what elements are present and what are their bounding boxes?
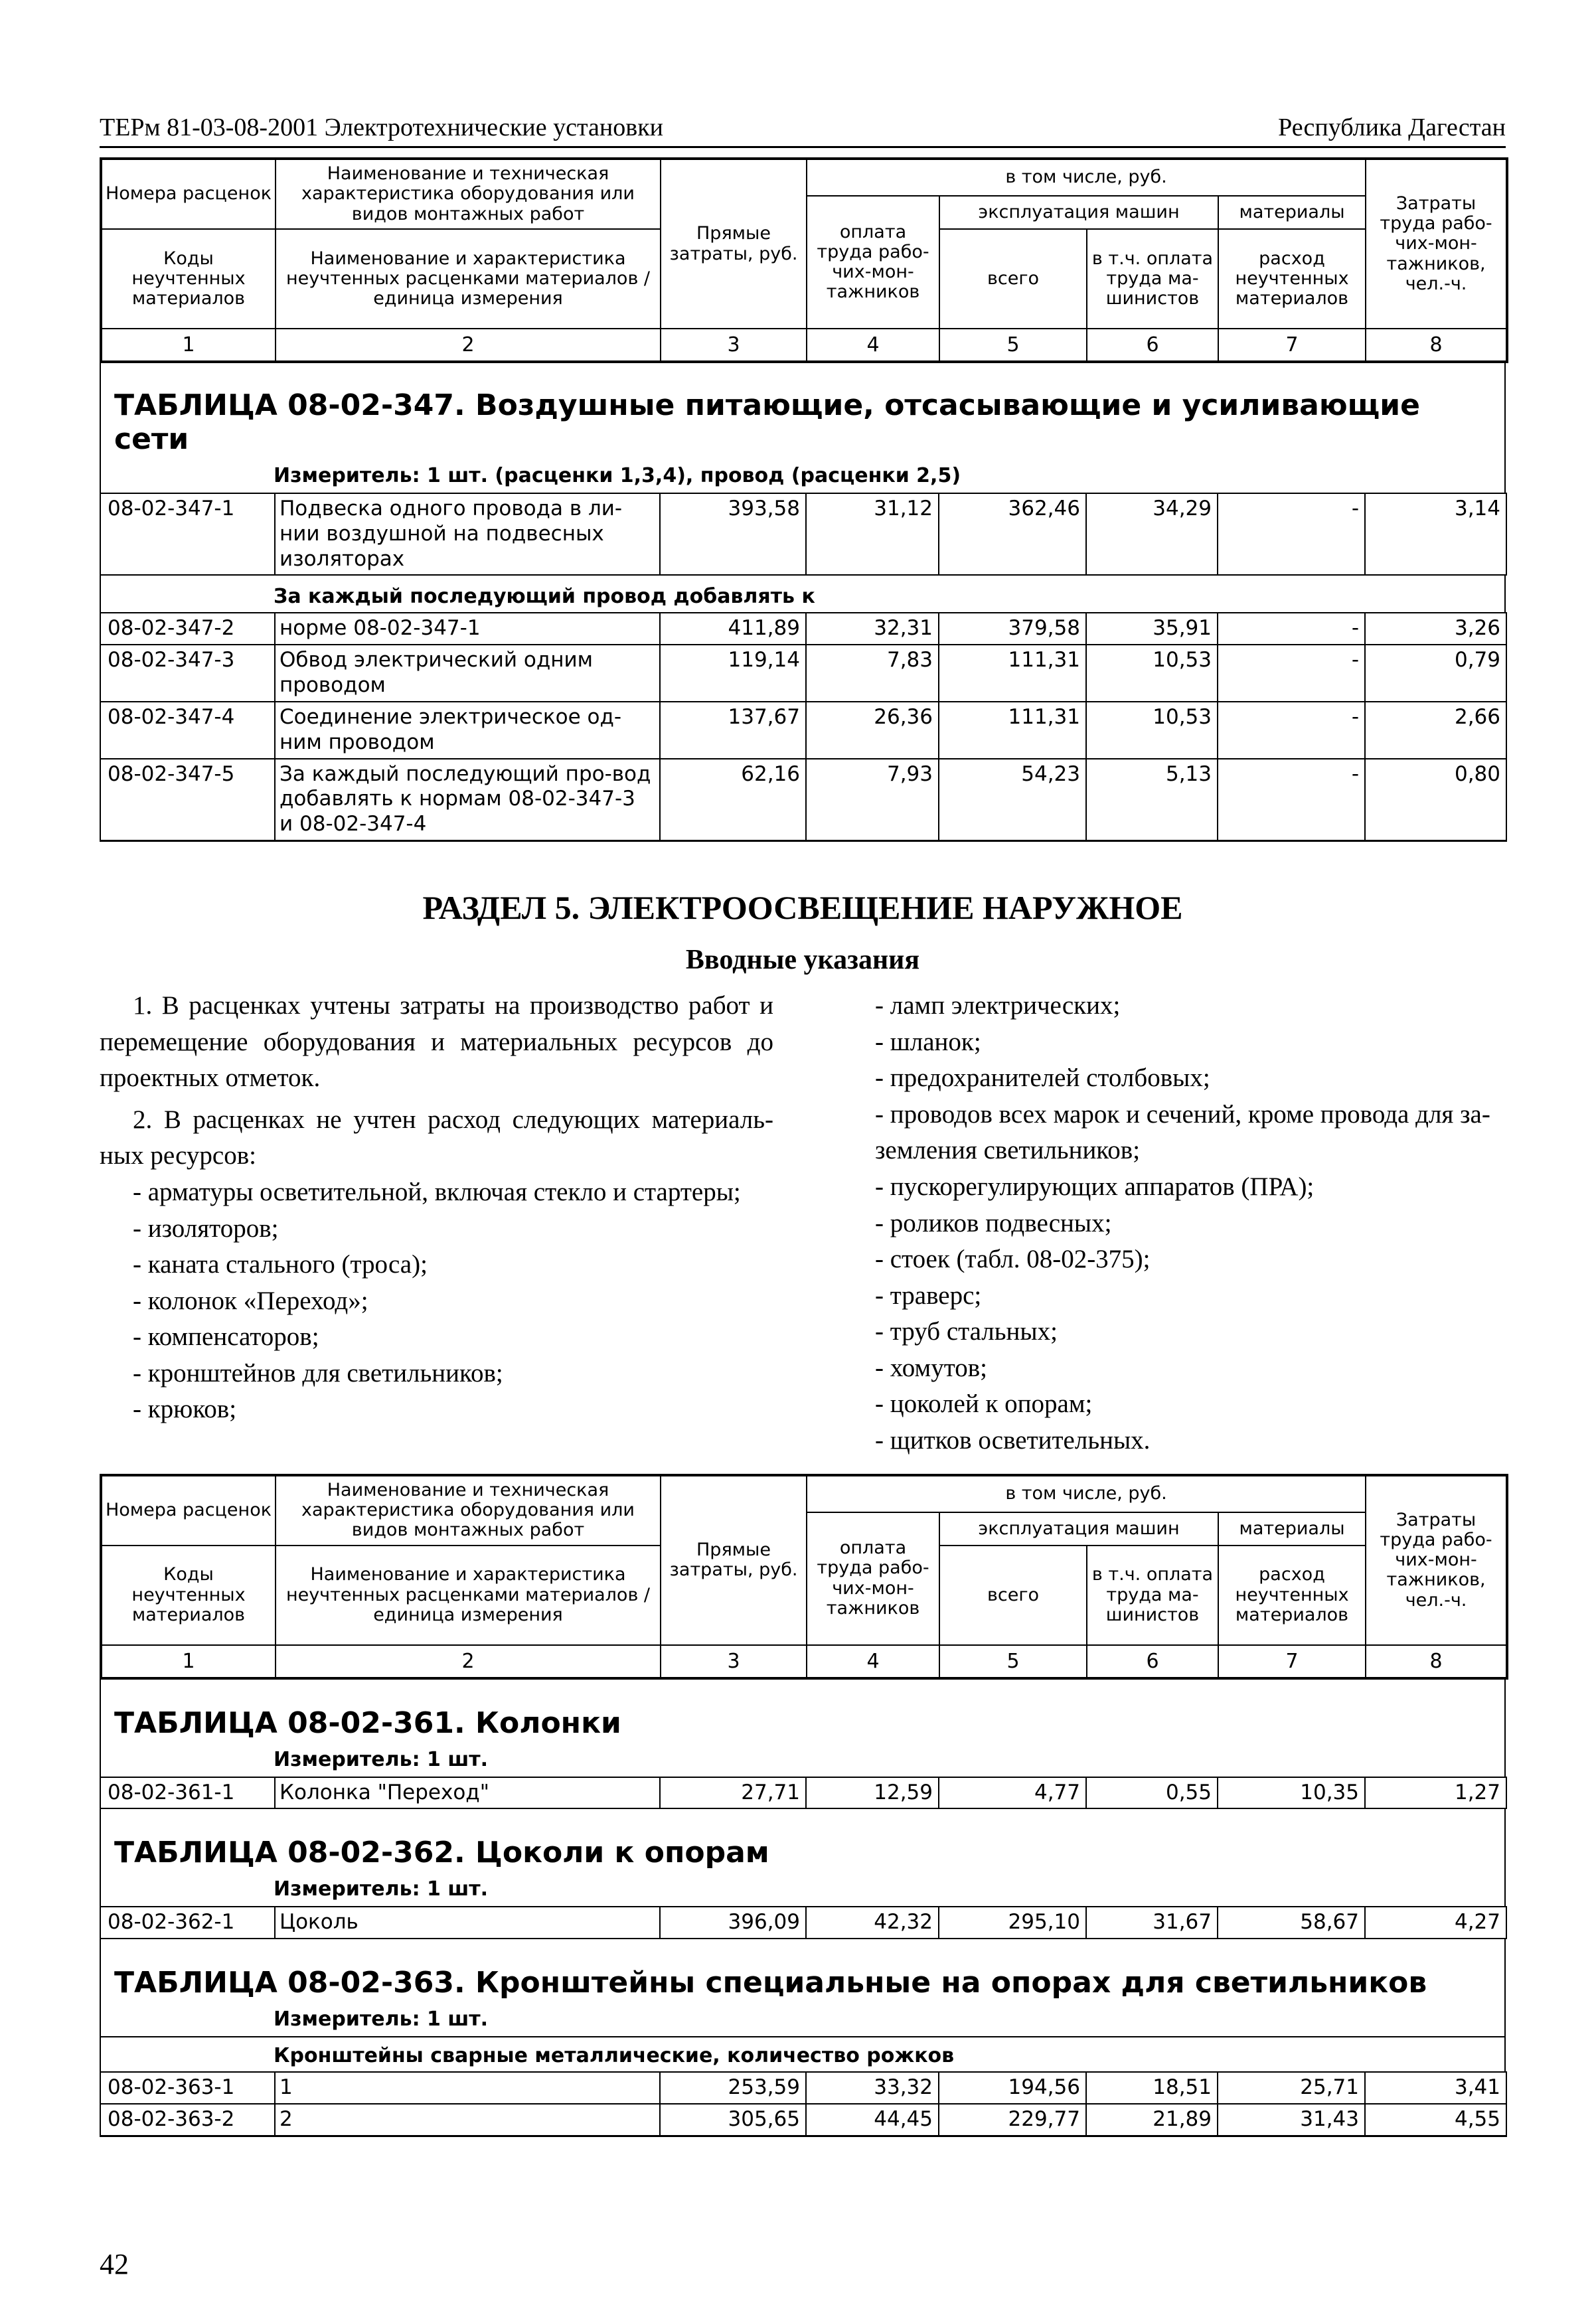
value-cell: 31,43 — [1218, 2104, 1365, 2136]
value-cell: 4,27 — [1365, 1907, 1506, 1939]
list-item: - пускорегулирующих аппаратов (ПРА); — [875, 1172, 1315, 1201]
value-cell: 411,89 — [660, 613, 806, 645]
table-row — [100, 645, 1506, 702]
list-item: - предохранителей столбовых; — [875, 1064, 1210, 1093]
col-head-rashod: расход неучтенных материалов — [1218, 1546, 1366, 1645]
value-cell: 3,14 — [1365, 493, 1506, 575]
col-num: 5 — [939, 1645, 1087, 1678]
value-cell: - — [1218, 613, 1365, 645]
col-head-naim-top: Наименование и техническая характеристика оборудования или видов монтажных работ — [276, 159, 661, 229]
value-cell: - — [1218, 759, 1365, 841]
value-cell: 18,51 — [1086, 2072, 1218, 2104]
value-cell: 2,66 — [1365, 702, 1506, 759]
table-subhead: Кронштейны сварные металлические, количество рожков — [101, 2036, 1504, 2071]
price-table — [100, 2071, 1507, 2137]
value-cell: 62,16 — [660, 759, 806, 841]
value-cell: 35,91 — [1086, 613, 1218, 645]
value-cell: 305,65 — [660, 2104, 806, 2136]
header-region: Республика Дагестан — [1278, 114, 1506, 141]
value-cell: 295,10 — [939, 1907, 1086, 1939]
table-362-block — [100, 1809, 1506, 1906]
header-doc-title: ТЕРм 81-03-08-2001 Электротехнические установки — [100, 114, 663, 141]
list-item: - компенсаторов; — [133, 1322, 319, 1352]
col-num: 6 — [1087, 1645, 1218, 1678]
value-cell: 194,56 — [939, 2072, 1086, 2104]
value-cell: 34,29 — [1086, 493, 1218, 575]
col-head-rashod: расход неучтенных материалов — [1218, 229, 1366, 329]
material-list — [842, 988, 1506, 1459]
work-name-cell: Колонка "Переход" — [275, 1777, 660, 1809]
col-head-vtch: в т.ч. оплата труда ма-шинистов — [1087, 229, 1218, 329]
col-num: 8 — [1366, 329, 1507, 362]
table-row — [100, 2104, 1506, 2136]
running-header — [100, 113, 1506, 148]
value-cell: 12,59 — [806, 1777, 939, 1809]
list-item: - стоек (табл. 08-02-375); — [875, 1245, 1151, 1274]
col-head-vtch: в т.ч. оплата труда ма-шинистов — [1087, 1546, 1218, 1645]
table-meter: Измеритель: 1 шт. (расценки 1,3,4), провод (расценки 2,5) — [274, 464, 961, 487]
col-head-oplata: оплата труда рабо-чих-мон-тажников — [807, 1512, 939, 1645]
table-row — [100, 613, 1506, 645]
col-num: 4 — [807, 1645, 939, 1678]
col-num: 1 — [101, 329, 276, 362]
list-item: - изоляторов; — [133, 1214, 279, 1243]
col-head-naim-bottom: Наименование и характеристика неучтенных расценками материалов / единица измерения — [276, 1546, 661, 1645]
value-cell: 31,12 — [806, 493, 939, 575]
work-name-cell: 1 — [275, 2072, 660, 2104]
col-head-vsego: всего — [939, 1546, 1087, 1645]
value-cell: 137,67 — [660, 702, 806, 759]
col-num: 3 — [661, 1645, 807, 1678]
value-cell: 27,71 — [660, 1777, 806, 1809]
value-cell: 111,31 — [939, 645, 1086, 702]
value-cell: 31,67 — [1086, 1907, 1218, 1939]
list-item: - проводов всех марок и сечений, кроме провода для за-земления светильников; — [875, 1099, 1490, 1165]
intro-paragraph: 2. В расценках не учтен расход следующих материаль-ных ресурсов: — [100, 1105, 773, 1170]
list-item: - хомутов; — [875, 1353, 987, 1382]
value-cell: 4,55 — [1365, 2104, 1506, 2136]
work-name-cell: Обвод электрический одним проводом — [275, 645, 660, 702]
value-cell: 253,59 — [660, 2072, 806, 2104]
col-num: 3 — [661, 329, 807, 362]
table-meter: Измеритель: 1 шт. — [274, 2008, 488, 2031]
section-title: РАЗДЕЛ 5. ЭЛЕКТРООСВЕЩЕНИЕ НАРУЖНОЕ — [422, 888, 1183, 926]
col-head-zatraty: Затраты труда рабо-чих-мон-тажников, чел.-ч. — [1366, 1475, 1507, 1645]
col-num: 2 — [276, 1645, 661, 1678]
material-list — [100, 1174, 773, 1428]
page-number: 42 — [100, 2248, 129, 2280]
table-row — [100, 1907, 1506, 1939]
col-head-ekspl: эксплуатация машин — [939, 196, 1218, 229]
value-cell: 3,26 — [1365, 613, 1506, 645]
value-cell: 21,89 — [1086, 2104, 1218, 2136]
work-name-cell: Соединение электрическое од-ним проводом — [275, 702, 660, 759]
col-head-kody: Коды неучтенных материалов — [101, 229, 276, 329]
list-item: - колонок «Переход»; — [133, 1286, 368, 1315]
col-head-naim-top: Наименование и техническая характеристика оборудования или видов монтажных работ — [276, 1475, 661, 1546]
column-header-table — [100, 1474, 1508, 1680]
list-item: - арматуры осветительной, включая стекло и стартеры; — [133, 1177, 741, 1206]
col-head-vsego: всего — [939, 229, 1087, 329]
value-cell: 4,77 — [939, 1777, 1086, 1809]
col-head-materialy: материалы — [1218, 1512, 1366, 1546]
intro-title: Вводные указания — [685, 944, 920, 975]
value-cell: 3,41 — [1365, 2072, 1506, 2104]
col-head-ekspl: эксплуатация машин — [939, 1512, 1218, 1546]
intro-paragraph: 1. В расценках учтены затраты на производство работ и перемещение оборудования и материальных ресурсов до проектных отметок. — [100, 991, 773, 1093]
list-item: - каната стального (троса); — [133, 1250, 428, 1279]
list-item: - роликов подвесных; — [875, 1208, 1112, 1237]
col-head-nomera: Номера расценок — [101, 159, 276, 229]
price-table — [100, 1777, 1507, 1810]
table-row — [100, 759, 1506, 841]
intro-text — [100, 988, 1506, 1459]
rate-code-cell: 08-02-347-5 — [100, 759, 275, 841]
table-title: ТАБЛИЦА 08-02-361. Колонки — [114, 1706, 621, 1740]
value-cell: 111,31 — [939, 702, 1086, 759]
price-table — [100, 1906, 1507, 1939]
list-item: - шланок; — [875, 1027, 981, 1056]
value-cell: 26,36 — [806, 702, 939, 759]
value-cell: 0,55 — [1086, 1777, 1218, 1809]
table-row — [100, 493, 1506, 575]
list-item: - крюков; — [133, 1395, 237, 1424]
col-head-zatraty: Затраты труда рабо-чих-мон-тажников, чел.-ч. — [1366, 159, 1507, 329]
value-cell: 42,32 — [806, 1907, 939, 1939]
value-cell: 229,77 — [939, 2104, 1086, 2136]
value-cell: 10,53 — [1086, 702, 1218, 759]
rate-code-cell: 08-02-347-1 — [100, 493, 275, 575]
table-title: ТАБЛИЦА 08-02-347. Воздушные питающие, отсасывающие и усиливающие сети — [114, 388, 1420, 456]
value-cell: 7,83 — [806, 645, 939, 702]
value-cell: 32,31 — [806, 613, 939, 645]
value-cell: - — [1218, 702, 1365, 759]
value-cell: 1,27 — [1365, 1777, 1506, 1809]
column-header-table — [100, 157, 1508, 363]
value-cell: 393,58 — [660, 493, 806, 575]
price-table — [100, 612, 1507, 842]
value-cell: 58,67 — [1218, 1907, 1365, 1939]
col-head-pryamye: Прямые затраты, руб. — [661, 159, 807, 329]
value-cell: 25,71 — [1218, 2072, 1365, 2104]
col-head-v-tom: в том числе, руб. — [807, 159, 1366, 196]
table-row — [100, 2072, 1506, 2104]
rate-code-cell: 08-02-362-1 — [100, 1907, 275, 1939]
work-name-cell: Подвеска одного провода в ли-нии воздушной на подвесных изоляторах — [275, 493, 660, 575]
col-head-pryamye: Прямые затраты, руб. — [661, 1475, 807, 1645]
col-head-naim-bottom: Наименование и характеристика неучтенных расценками материалов / единица измерения — [276, 229, 661, 329]
work-name-cell: Цоколь — [275, 1907, 660, 1939]
value-cell: 7,93 — [806, 759, 939, 841]
col-head-materialy: материалы — [1218, 196, 1366, 229]
intro-right-column — [842, 988, 1506, 1459]
work-name-cell: За каждый последующий про-вод добавлять к нормам 08-02-347-3 и 08-02-347-4 — [275, 759, 660, 841]
col-num: 1 — [101, 1645, 276, 1678]
table-363-block — [100, 1939, 1506, 2071]
value-cell: 119,14 — [660, 645, 806, 702]
table-meter: Измеритель: 1 шт. — [274, 1747, 488, 1771]
rate-code-cell: 08-02-363-1 — [100, 2072, 275, 2104]
value-cell: 362,46 — [939, 493, 1086, 575]
table-title: ТАБЛИЦА 08-02-363. Кронштейны специальные на опорах для светильников — [114, 1966, 1427, 2000]
col-head-kody: Коды неучтенных материалов — [101, 1546, 276, 1645]
document-page — [100, 113, 1506, 2137]
rate-code-cell: 08-02-347-3 — [100, 645, 275, 702]
col-num: 6 — [1087, 329, 1218, 362]
table-347-subhead-block — [100, 576, 1506, 612]
col-head-nomera: Номера расценок — [101, 1475, 276, 1546]
value-cell: - — [1218, 493, 1365, 575]
value-cell: 379,58 — [939, 613, 1086, 645]
work-name-cell: 2 — [275, 2104, 660, 2136]
col-num: 7 — [1218, 1645, 1366, 1678]
value-cell: 0,80 — [1365, 759, 1506, 841]
col-num: 5 — [939, 329, 1087, 362]
rate-code-cell: 08-02-361-1 — [100, 1777, 275, 1809]
list-item: - траверс; — [875, 1281, 982, 1310]
list-item: - кронштейнов для светильников; — [133, 1358, 503, 1388]
price-table — [100, 493, 1507, 576]
work-name-cell: норме 08-02-347-1 — [275, 613, 660, 645]
table-row — [100, 702, 1506, 759]
rate-code-cell: 08-02-347-2 — [100, 613, 275, 645]
value-cell: 5,13 — [1086, 759, 1218, 841]
col-num: 7 — [1218, 329, 1366, 362]
col-head-oplata: оплата труда рабо-чих-мон-тажников — [807, 196, 939, 329]
value-cell: 33,32 — [806, 2072, 939, 2104]
rate-code-cell: 08-02-347-4 — [100, 702, 275, 759]
table-361-block — [100, 1680, 1506, 1777]
table-meter: Измеритель: 1 шт. — [274, 1877, 488, 1901]
list-item: - щитков осветительных. — [875, 1426, 1151, 1455]
rate-code-cell: 08-02-363-2 — [100, 2104, 275, 2136]
value-cell: 54,23 — [939, 759, 1086, 841]
list-item: - труб стальных; — [875, 1317, 1058, 1346]
value-cell: 10,53 — [1086, 645, 1218, 702]
value-cell: - — [1218, 645, 1365, 702]
table-title: ТАБЛИЦА 08-02-362. Цоколи к опорам — [114, 1836, 769, 1870]
value-cell: 44,45 — [806, 2104, 939, 2136]
col-num: 4 — [807, 329, 939, 362]
intro-left-column — [100, 988, 773, 1459]
table-347-block — [100, 363, 1506, 493]
value-cell: 396,09 — [660, 1907, 806, 1939]
list-item: - цоколей к опорам; — [875, 1390, 1093, 1419]
col-num: 8 — [1366, 1645, 1507, 1678]
list-item: - ламп электрических; — [875, 991, 1121, 1020]
value-cell: 0,79 — [1365, 645, 1506, 702]
value-cell: 10,35 — [1218, 1777, 1365, 1809]
col-head-v-tom: в том числе, руб. — [807, 1475, 1366, 1512]
table-row — [100, 1777, 1506, 1809]
table-subhead: За каждый последующий провод добавлять к — [274, 585, 815, 609]
col-num: 2 — [276, 329, 661, 362]
